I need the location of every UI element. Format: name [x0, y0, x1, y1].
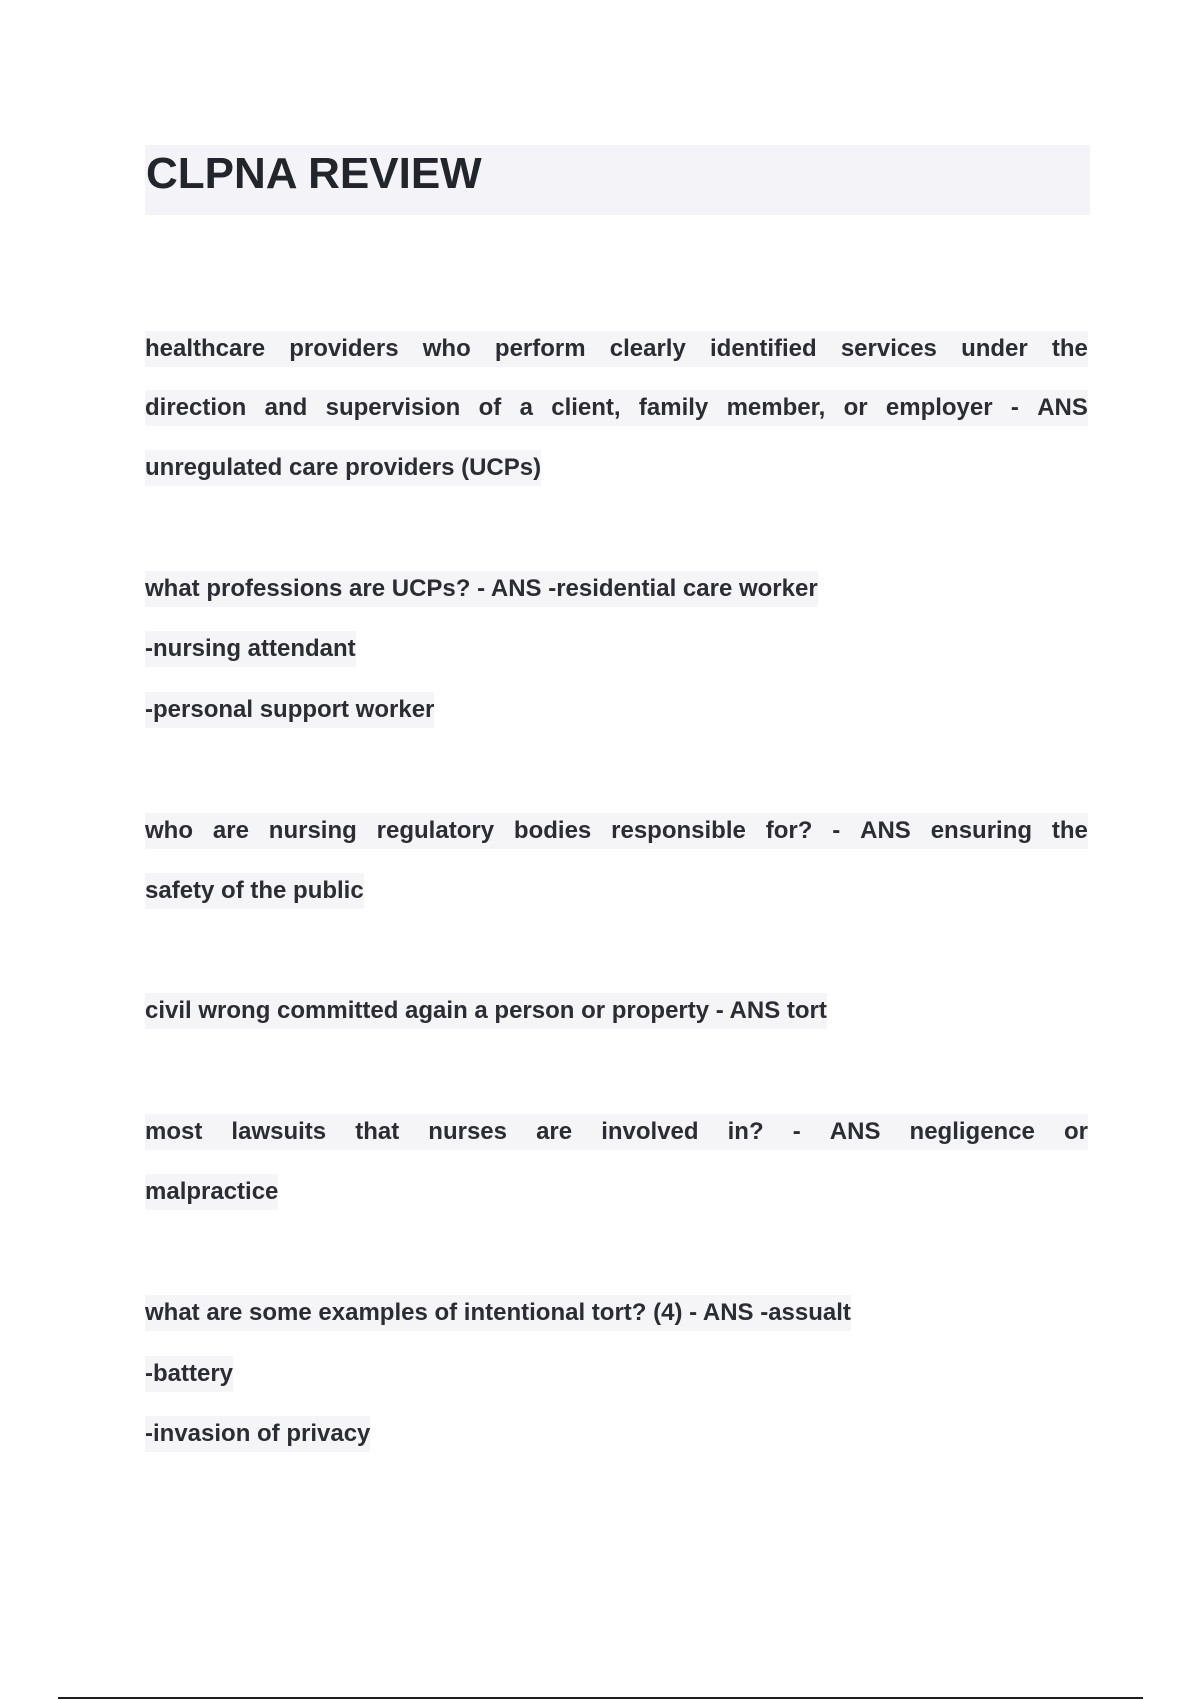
word: direction — [145, 394, 247, 421]
qa-6-line-3: -invasion of privacy — [145, 1416, 370, 1452]
word: or — [1063, 1118, 1088, 1145]
word: most — [145, 1118, 203, 1145]
word: member, — [726, 394, 826, 421]
qa-1-line-3: unregulated care providers (UCPs) — [145, 450, 541, 486]
word: employer — [885, 394, 993, 421]
qa-6-line-2: -battery — [145, 1356, 233, 1392]
word: ANS — [829, 1118, 881, 1145]
word: ANS — [1037, 394, 1088, 421]
word: in? — [727, 1118, 764, 1145]
word: of — [478, 394, 502, 421]
word: nursing — [268, 817, 357, 844]
word: client, — [551, 394, 621, 421]
word: regulatory — [376, 817, 495, 844]
qa-5-line-2: malpractice — [145, 1174, 278, 1210]
word: family — [638, 394, 709, 421]
word: lawsuits — [231, 1118, 327, 1145]
word: - — [792, 1118, 801, 1145]
word: and — [264, 394, 308, 421]
word: or — [843, 394, 868, 421]
qa-1-line-2 — [145, 390, 1088, 426]
word: healthcare — [145, 335, 266, 362]
word: negligence — [909, 1118, 1035, 1145]
word: the — [1051, 335, 1088, 362]
qa-3-line-2: safety of the public — [145, 873, 364, 909]
qa-2-line-2: -nursing attendant — [145, 631, 356, 667]
word: providers — [289, 335, 399, 362]
word: a — [519, 394, 533, 421]
word: nurses — [428, 1118, 507, 1145]
word: supervision — [325, 394, 461, 421]
word: under — [961, 335, 1028, 362]
page-title: CLPNA REVIEW — [146, 149, 482, 198]
qa-6-line-1: what are some examples of intentional tort? (4) - ANS -assualt — [145, 1295, 851, 1331]
word: ANS — [860, 817, 911, 844]
word: the — [1051, 817, 1088, 844]
word: involved — [601, 1118, 699, 1145]
qa-1-line-1 — [145, 331, 1088, 367]
word: - — [1010, 394, 1019, 421]
word: services — [840, 335, 937, 362]
qa-2-line-1: what professions are UCPs? - ANS -residential care worker — [145, 571, 818, 607]
word: are — [536, 1118, 573, 1145]
qa-4-line-1: civil wrong committed again a person or property - ANS tort — [145, 993, 827, 1029]
qa-5-line-1 — [145, 1114, 1088, 1150]
word: bodies — [513, 817, 592, 844]
word: identified — [709, 335, 817, 362]
word: who — [422, 335, 471, 362]
qa-3-line-1 — [145, 813, 1088, 849]
footer-rule — [58, 1697, 1143, 1699]
word: for? — [765, 817, 813, 844]
word: perform — [494, 335, 586, 362]
word: that — [355, 1118, 400, 1145]
word: clearly — [609, 335, 686, 362]
word: - — [832, 817, 841, 844]
qa-2-line-3: -personal support worker — [145, 692, 434, 728]
word: responsible — [611, 817, 746, 844]
word: are — [212, 817, 249, 844]
word: who — [145, 817, 193, 844]
word: ensuring — [930, 817, 1033, 844]
